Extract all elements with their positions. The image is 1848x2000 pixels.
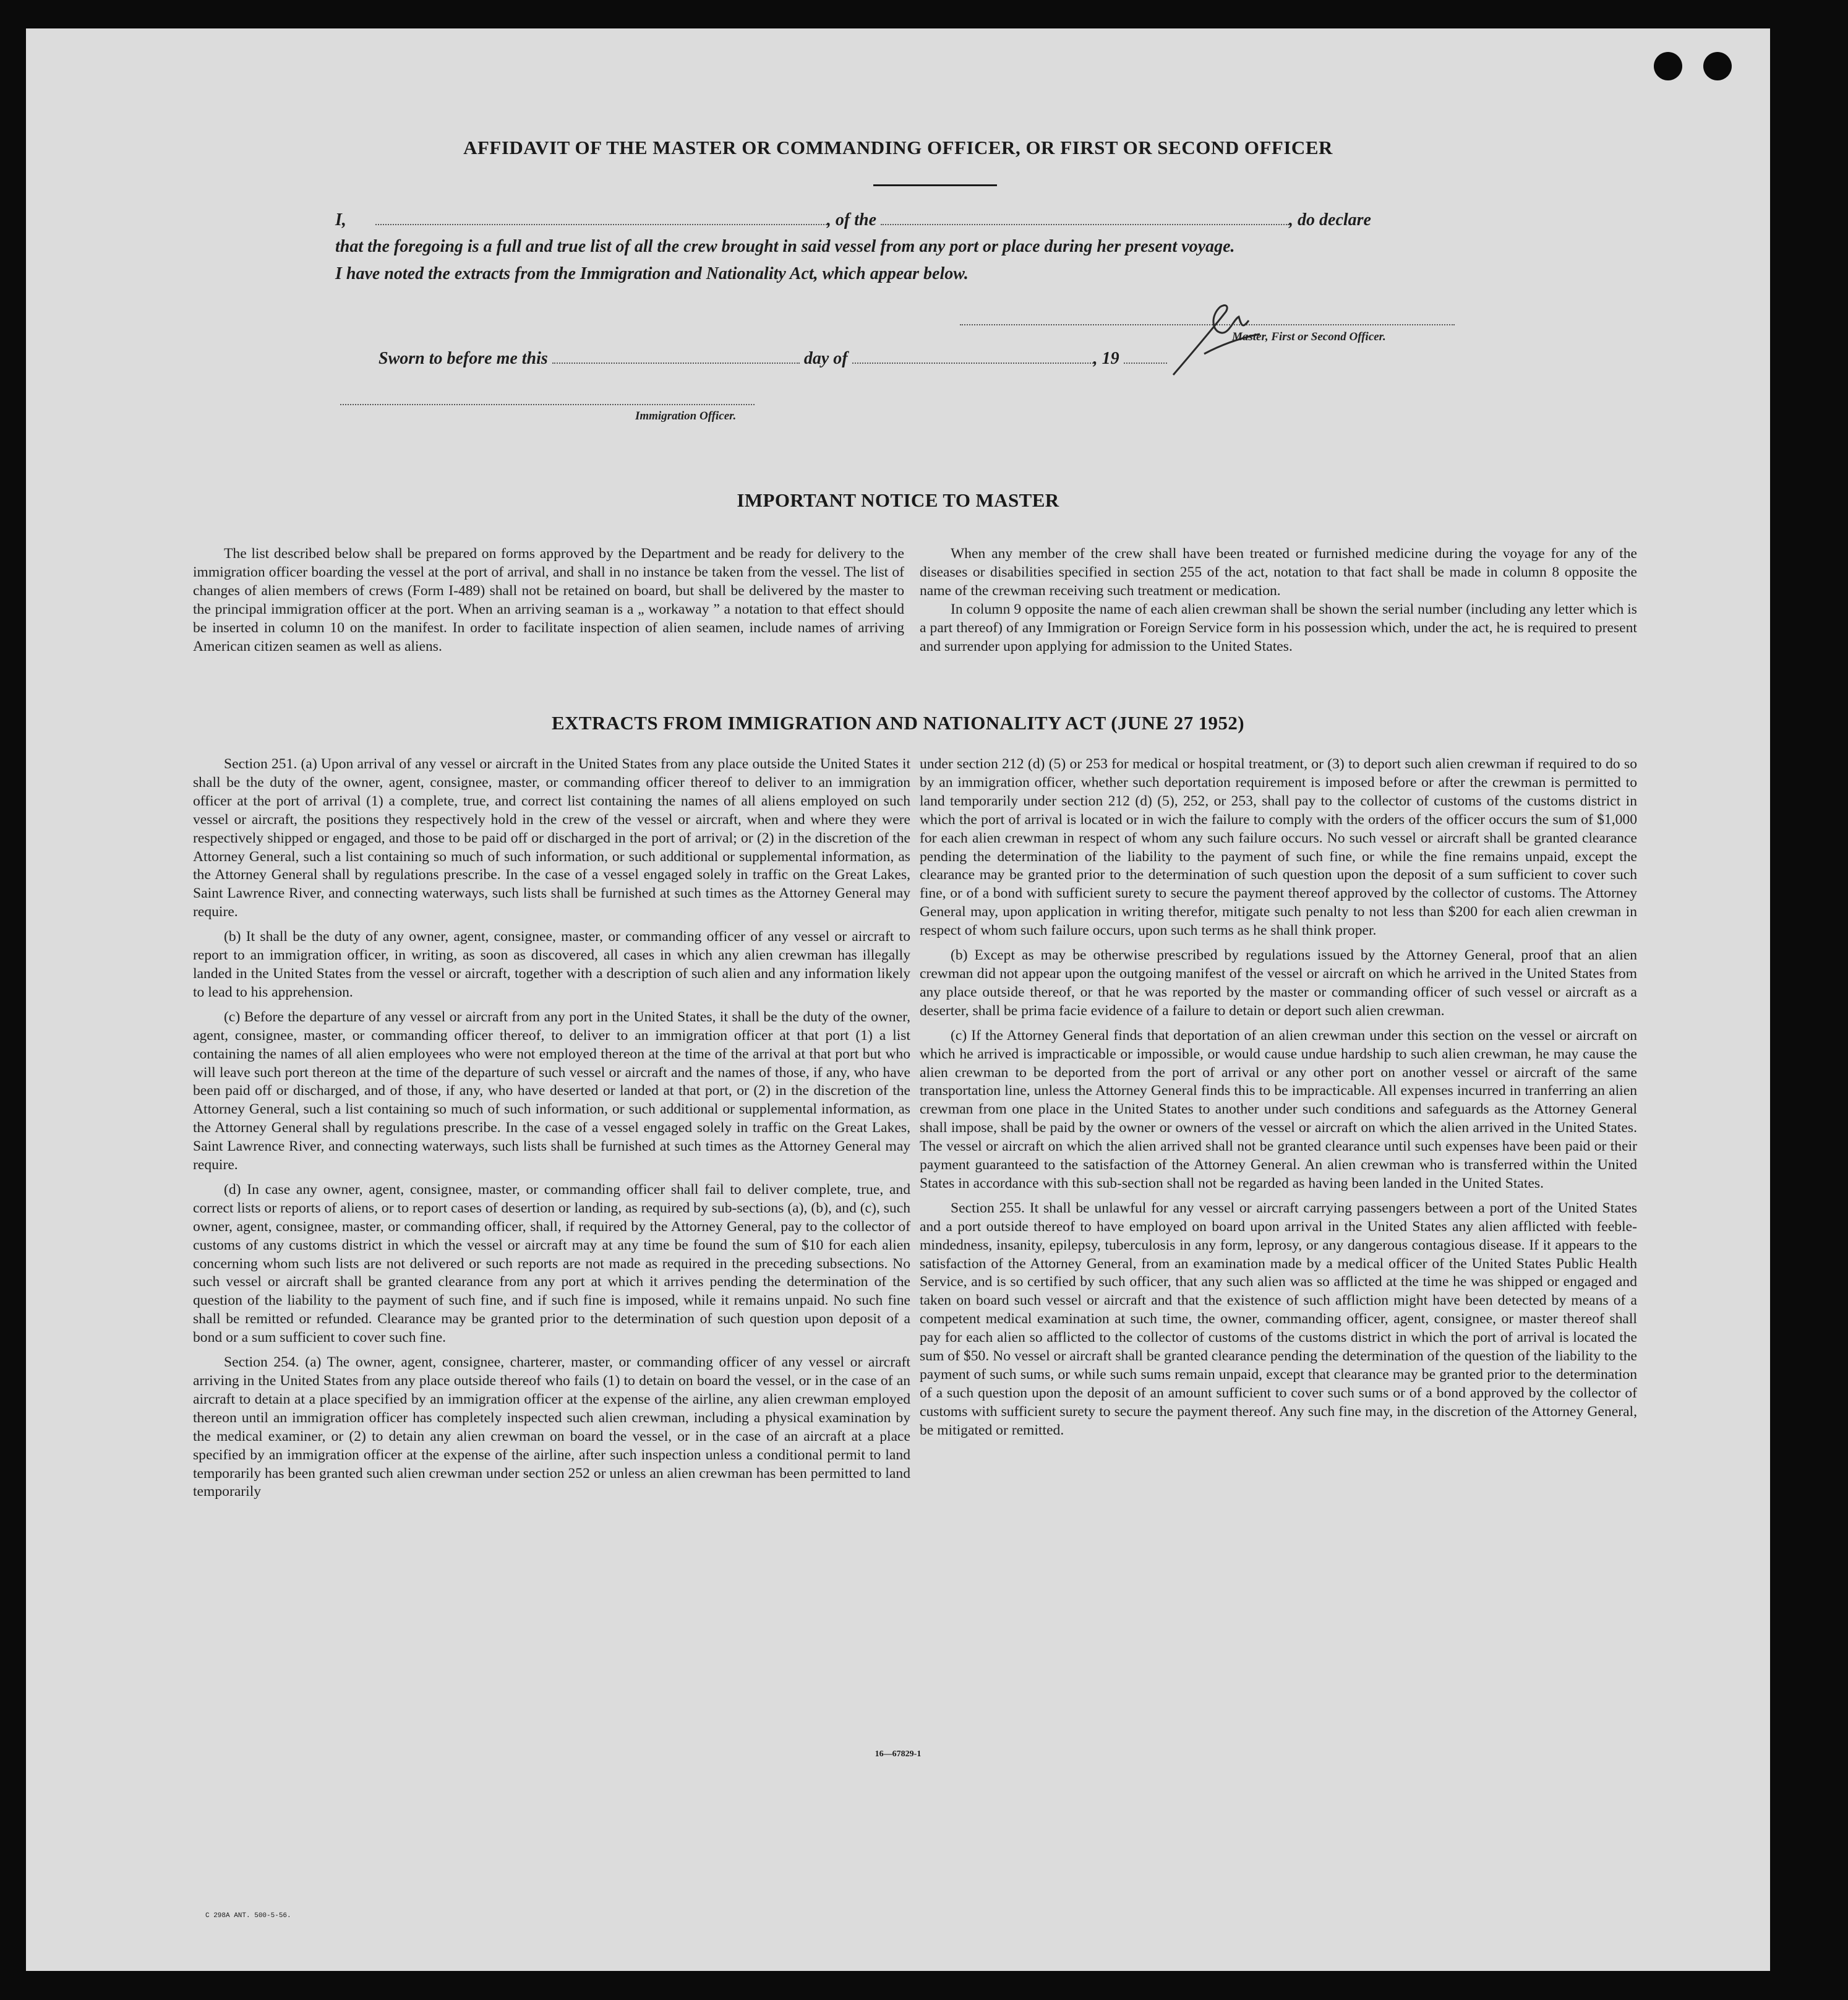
declaration-line-2: that the foregoing is a full and true list of all the crew brought in said vessel from any port or place during her present voyage.: [335, 237, 1235, 256]
name-field[interactable]: [375, 224, 827, 225]
print-number: 16—67829-1: [875, 1749, 922, 1759]
extracts-left-column: [193, 755, 910, 1508]
sworn-line: [379, 349, 1535, 369]
section-254-b: (b) Except as may be otherwise prescribed by regulations issued by the Attorney General, proof that an alien crewman did not appear upon the outgoing manifest of the vessel or aircraft on which he arrived in the United States from any place outside thereof, or that he was reported by the master or commanding officer of such vessel or aircraft as a deserter, shall be prima facie evidence of a failure to detain or deport such alien crewman.: [920, 947, 1637, 1019]
affidavit-title: AFFIDAVIT OF THE MASTER OR COMMANDING OFFICER, OR FIRST OR SECOND OFFICER: [463, 137, 1333, 158]
section-251-a: Section 251. (a) Upon arrival of any vessel or aircraft in the United States from any place outside the United States it shall be the duty of the owner, agent, consignee, master, or commanding officer thereof to deliver to an immigration officer at the port of arrival (1) a complete, true, and correct list containing the names of all aliens employed on such vessel or aircraft, the positions they respectively hold in the crew of the vessel or aircraft, when and where they were respectively shipped or engaged, and those to be paid off or discharged in the port of arrival; or (2) in the discretion of the Attorney General, such a list containing so much of such information, or such additional or supplemental information, as the Attorney General shall by regulations prescribe. In the case of a vessel engaged solely in traffic on the Great Lakes, Saint Lawrence River, and connecting waterways, such lists shall be furnished at such times as the Attorney General may require.: [193, 756, 910, 921]
sworn-text: Sworn to before me this: [379, 349, 548, 368]
notice-right-paragraph-2: In column 9 opposite the name of each alien crewman shall be shown the serial number (including any letter which is a part thereof) of any Immigration or Foreign Service form in his possession which, under the act, he is required to present and surrender upon applying for admission to the United States.: [920, 601, 1637, 655]
sworn-year-field[interactable]: [1124, 363, 1167, 364]
sworn-month-field[interactable]: [852, 363, 1093, 364]
year-prefix: , 19: [1093, 349, 1119, 368]
section-251-b: (b) It shall be the duty of any owner, agent, consignee, master, or commanding officer of any vessel or aircraft to report to an immigration officer, in writing, as soon as discovered, all cases in which any alien crewman has illegally landed in the United States from the vessel or aircraft, together with a description of such alien and any information likely to lead to his apprehension.: [193, 929, 910, 1000]
section-254-a: Section 254. (a) The owner, agent, consignee, charterer, master, or commanding officer of any vessel or aircraft arriving in the United States from any place outside thereof who fails (1) to detain on board the vessel, or in the case of an aircraft to detain at a place specified by an immigration officer at the expense of the airline, any alien crewman employed thereon until an immigration officer has completely inspected such alien crewman, including a physical examination by the medical examiner, or (2) to detain any alien crewman on board the vessel, or in the case of an aircraft at a place specified by an immigration officer at the expense of the airline, after such inspection unless a conditional permit to land temporarily has been granted such alien crewman under section 252 or unless an alien crewman has been permitted to land temporarily: [193, 1354, 910, 1500]
notice-right-paragraph-1: When any member of the crew shall have been treated or furnished medicine during the voyage for any of the diseases or disabilities specified in section 255 of the act, notation to that fact shall be made in column 8 opposite the name of the crewman receiving such treatment or medication.: [920, 546, 1637, 599]
punch-hole-left: [1654, 52, 1682, 80]
declaration-i: I,: [335, 210, 346, 230]
extracts-right-column: [920, 755, 1637, 1446]
extracts-title: EXTRACTS FROM IMMIGRATION AND NATIONALITY ACT (JUNE 27 1952): [552, 712, 1244, 734]
section-254-c: (c) If the Attorney General finds that deportation of an alien crewman under this section on the vessel or aircraft on which he arrived is impracticable or impossible, or would cause undue hardship to such alien crewman, he may cause the alien crewman to be deported from the port of arrival or any other port on another vessel or aircraft of the same transportation line, unless the Attorney General finds this to be impracticable. All expenses incurred in tranferring an alien crewman from one place in the United States to another under such conditions and safeguards as the Attorney General shall impose, shall be paid by the owner or owners of the vessel or aircraft on which the alien arrived in the United States. The vessel or aircraft on which the alien arrived shall not be granted clearance until such expenses have been paid or their payment guaranteed to the satisfaction of the Attorney General. An alien crewman who is transferred within the United States in accordance with this sub-section shall not be regarded as having been landed in the United States.: [920, 1027, 1637, 1191]
document-page: [26, 28, 1770, 1971]
notice-left-column: [193, 545, 904, 662]
declaration-do-declare: , do declare: [1289, 210, 1371, 230]
declaration-of-the: , of the: [826, 210, 877, 230]
form-code: C 298A ANT. 500-5-56.: [205, 1912, 291, 1920]
notice-title: IMPORTANT NOTICE TO MASTER: [737, 489, 1059, 511]
section-251-d: (d) In case any owner, agent, consignee, master, or commanding officer shall fail to deliver complete, true, and correct lists or reports of aliens, or to report cases of desertion or landing, as required by sub-sections (a), (b), and (c), such owner, agent, consignee, master, or commanding officer, shall, if required by the Attorney General, pay to the collector of customs of any customs district in which the vessel or aircraft may at any time be found the sum of $10 for each alien concerning whom such lists are not delivered or such reports are not made as required in the preceding subsections. No such vessel or aircraft shall be granted clearance from any port at which it arrives pending the determination of the question of the liability to the payment of such fine, and if such fine is imposed, while it remains unpaid. No such fine shall be remitted or refunded. Clearance may be granted prior to the determination of such question upon deposit of a bond or a sum sufficient to cover such fine.: [193, 1181, 910, 1346]
declaration-line-3: I have noted the extracts from the Immigration and Nationality Act, which appear below.: [335, 264, 969, 283]
day-of-text: day of: [803, 349, 848, 368]
title-underline: [873, 184, 997, 186]
master-label: Master, First or Second Officer.: [1232, 330, 1386, 343]
section-254-a-continued: under section 212 (d) (5) or 253 for medical or hospital treatment, or (3) to deport such alien crewman if required to do so by an immigration officer, whether such deportation requirement is imposed before or after the crewman is permitted to land temporarily under section 212 (d) (5), 252, or 253, shall pay to the collector of customs of the customs district in which the port of arrival is located or in wich the failure to comply with the orders of the officer occurs the sum of $1,000 for each alien crewman in respect of whom any such failure occurs. No such vessel or aircraft shall be granted clearance pending the determination of the liability to the payment of such fine, or while the fine remains unpaid, except the clearance may be granted prior to the determination of such question upon the deposit of a sum sufficient to cover such fine, or of a bond with sufficient surety to secure the payment thereof approved by the collector of customs. The Attorney General may, upon application in writing therefor, mitigate such penalty to not less than $200 for each alien crewman in respect of whom such failure occurs, upon such terms as he shall think proper.: [920, 756, 1637, 939]
section-251-c: (c) Before the departure of any vessel or aircraft from any port in the United States, it shall be the duty of the owner, agent, consignee, master, or commanding officer thereof, to deliver to an immigration officer at that port (1) a list containing the names of all alien employees who were not employed thereon at the time of the arrival at that port but who will leave such port thereon at the time of the departure of such vessel or aircraft and the names of those, if any, who have been paid off or discharged, and of those, if any, who have deserted or landed at that port, or (2) in the discretion of the Attorney General, such a list containing so much of such information, or such additional or supplemental information, as the Attorney General shall by regulations prescribe. In the case of a vessel engaged solely in traffic on the Great Lakes, Saint Lawrence River, and connecting waterways, such lists shall be furnished at such times as the Attorney General may require.: [193, 1008, 910, 1174]
notice-right-column: [920, 545, 1637, 662]
declaration-line-1: [335, 210, 1492, 230]
officer-signature-line[interactable]: [340, 404, 755, 405]
punch-hole-right: [1703, 52, 1732, 80]
sworn-day-field[interactable]: [552, 363, 800, 364]
section-255: Section 255. It shall be unlawful for any vessel or aircraft carrying passengers between a port of the United States and a port outside thereof to have employed on board upon arrival in the United States any alien afflicted with feeble-mindedness, insanity, epilepsy, tuberculosis in any form, leprosy, or any dangerous contagious disease. If it appears to the satisfaction of the Attorney General, from an examination made by a medical officer of the United States Public Health Service, and is so certified by such officer, that any such alien was so afflicted at the time he was shipped or engaged and taken on board such vessel or aircraft and that the existence of such affliction might have been detected by means of a competent medical examination at such time, the owner, commanding officer, agent, consignee, or master thereof shall pay for each alien so afflicted to the collector of customs of the customs district in which the port of arrival is located the sum of $50. No vessel or aircraft shall be granted clearance pending the determination of the question of the liability to the payment of such sums, or while such sums remain unpaid, except that clearance may be granted prior to the determination of a such question upon the deposit of an amount sufficient to cover such sums or of a bond approved by the collector of customs with sufficient surety to secure the payment thereof. Any such fine may, in the discretion of the Attorney General, be mitigated or remitted.: [920, 1200, 1637, 1438]
vessel-field[interactable]: [881, 224, 1289, 225]
officer-label: Immigration Officer.: [635, 410, 737, 423]
notice-left-paragraph: The list described below shall be prepared on forms approved by the Department and be ready for delivery to the immigration officer boarding the vessel at the port of arrival, and shall in no instance be taken from the vessel. The list of changes of alien members of crews (Form I-489) shall not be retained on board, but shall be delivered by the master to the principal immigration officer at the port. When an arriving seaman is a „ workaway ” a notation to that effect should be inserted in column 10 on the manifest. In order to facilitate inspection of alien seamen, include names of arriving American citizen seamen as well as aliens.: [193, 546, 904, 655]
